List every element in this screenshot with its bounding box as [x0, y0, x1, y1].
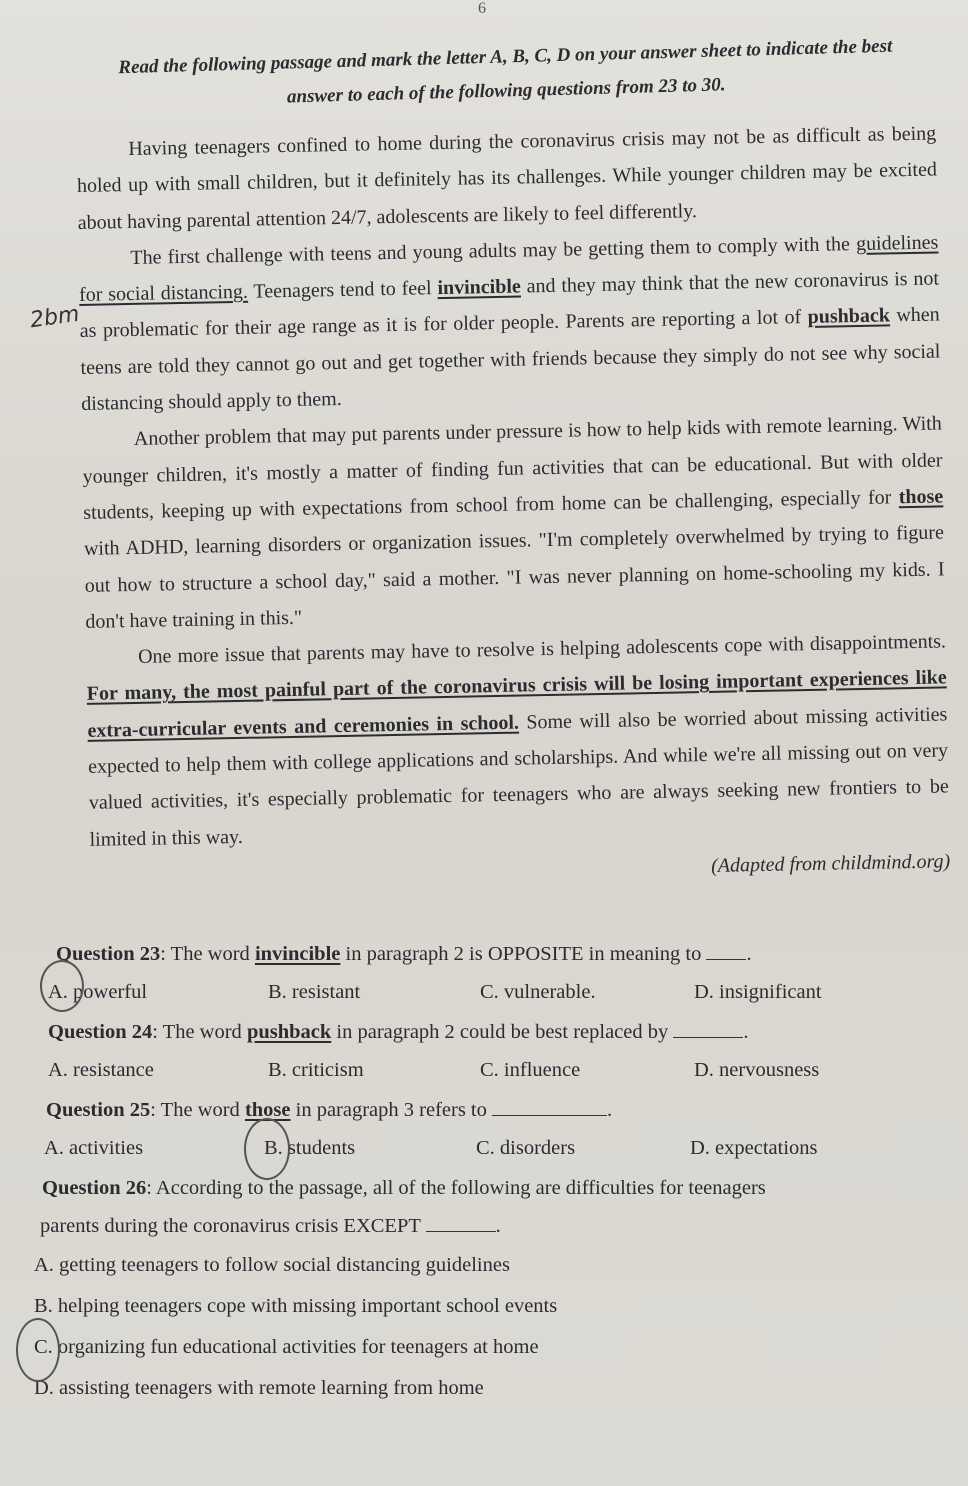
page-number: 6 — [478, 0, 486, 17]
question-26-continued: parents during the coronavirus crisis EXCEPT . — [40, 1207, 960, 1245]
option-d[interactable]: D. nervousness — [694, 1059, 820, 1081]
option-a[interactable]: A. activities — [44, 1137, 144, 1159]
paragraph-3: Another problem that may put parents under pressure is how to help kids with remote learning. With younger children, it's mostly a matter of finding fun activities that can be educational. But with older students, keeping up with expectations from school from home can be challenging, especially for those with ADHD, learning disorders or organization issues. "I'm completely overwhelmed by trying to figure out how to structure a school day," said a mother. "I was never planning on home-schooling my kids. I don't have training in this." — [82, 412, 945, 633]
option-c[interactable]: C. vulnerable. — [480, 981, 596, 1003]
question-25: Question 25: The word those in paragraph 3 refers to . — [46, 1091, 960, 1129]
pen-circle-answer-25b — [244, 1118, 290, 1180]
option-b[interactable]: B. resistant — [268, 981, 361, 1003]
option-a[interactable]: A. powerful — [48, 981, 148, 1003]
underlined-sentence: For many, the most painful part of the coronavirus crisis will be losing important experiences like extra-curricular events and ceremonies in school. — [86, 666, 947, 742]
option-b[interactable]: B. students — [264, 1137, 356, 1159]
key-word-invincible: invincible — [437, 275, 522, 300]
key-word-those: those — [898, 485, 944, 509]
option-c[interactable]: C. disorders — [476, 1137, 576, 1159]
option-c[interactable]: C. influence — [480, 1059, 581, 1081]
question-list — [34, 935, 960, 1409]
paragraph-2: The first challenge with teens and young adults may be getting them to comply with the guidelines for social distancing. Teenagers tend to feel invincible and they may think that the new coronavirus is not as problematic for their age range as it is for older people. Parents are reporting a lot of pushback when teens are told they cannot go out and get together with friends because they simply do not see why social distancing should apply to them. — [78, 231, 941, 416]
options-23 — [48, 973, 960, 1011]
option-a[interactable]: A. resistance — [48, 1059, 154, 1081]
option-d[interactable]: D. expectations — [690, 1137, 818, 1159]
key-word-pushback: pushback — [807, 304, 891, 329]
pen-circle-answer-23a — [40, 960, 84, 1012]
source-citation: (Adapted from childmind.org) — [710, 850, 951, 877]
option-c[interactable]: C. organizing fun educational activities for teenagers at home — [34, 1336, 539, 1358]
underlined-phrase: guidelines for social distancing. — [78, 231, 939, 307]
options-25 — [44, 1129, 960, 1167]
option-b[interactable]: B. criticism — [268, 1059, 364, 1081]
reading-passage — [76, 115, 951, 896]
options-24 — [48, 1051, 960, 1089]
option-d[interactable]: D. assisting teenagers with remote learning from home — [34, 1377, 484, 1399]
instructions: Read the following passage and mark the letter A, B, C, D on your answer sheet to indicate the best answer to each of the following questions from 23 to 30. — [118, 35, 893, 108]
option-a[interactable]: A. getting teenagers to follow social distancing guidelines — [34, 1254, 510, 1276]
option-d[interactable]: D. insignificant — [694, 981, 822, 1003]
paragraph-4: One more issue that parents may have to resolve is helping adolescents cope with disappointments. For many, the most painful part of the coronavirus crisis will be losing important experiences like extra-curricular events and ceremonies in school. Some will also be worried about missing activities expected to help them with college applications and scholarships. And while we're all missing out on very valued activities, it's especially problematic for teenagers who are always seeking new frontiers to be limited in this way. — [86, 630, 949, 851]
pen-circle-answer-26c — [16, 1318, 60, 1382]
option-b[interactable]: B. helping teenagers cope with missing important school events — [34, 1295, 558, 1317]
question-23: Question 23: The word invincible in paragraph 2 is OPPOSITE in meaning to . — [56, 935, 960, 973]
paragraph-1: Having teenagers confined to home during the coronavirus crisis may not be as difficult as being holed up with small children, but it definitely has its challenges. While younger children may be excited about having parental attention 24/7, adolescents are likely to feel differently. — [76, 122, 938, 234]
question-26: Question 26: According to the passage, all of the following are difficulties for teenagers — [42, 1177, 766, 1199]
question-24: Question 24: The word pushback in paragraph 2 could be best replaced by . — [48, 1013, 960, 1051]
options-26 — [34, 1245, 960, 1409]
handwritten-margin-note: 2bm — [28, 301, 81, 334]
